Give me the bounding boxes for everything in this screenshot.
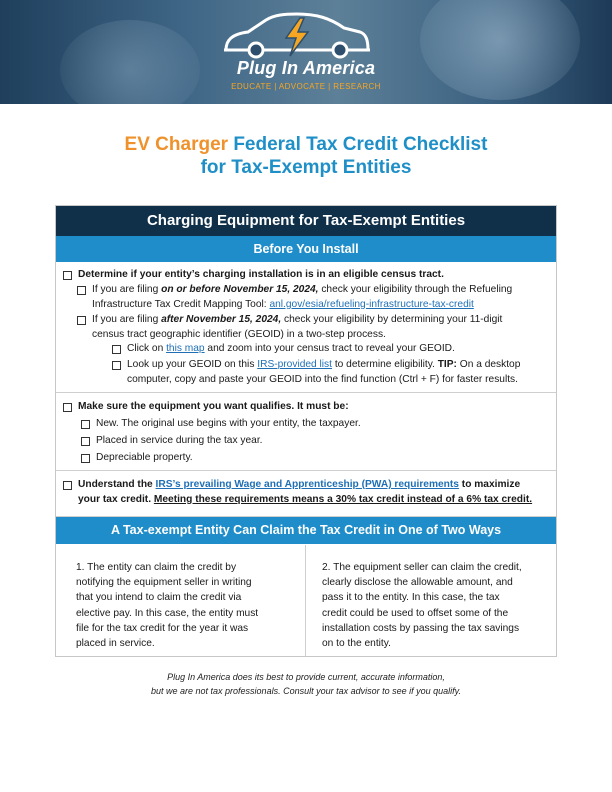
way-1-text: 1. The entity can claim the credit by [76,562,237,573]
way-1 [56,545,306,656]
filing-after-text: If you are filing [92,314,162,325]
way-1-text: notifying the equipment seller in writing [76,577,252,589]
way-2-text: credit could be used to offset some of the [322,607,509,619]
way-1-text: placed in service. [76,638,155,650]
filing-before-text: check your eligibility through the Refueling [318,284,513,295]
census-tract-section [56,262,556,393]
filing-before-text: Infrastructure Tax Credit Mapping Tool: [92,298,270,310]
checkbox[interactable] [63,271,72,280]
filing-after-text: census tract geographic identifier (GEOID) in a two-step process. [92,328,386,340]
pwa-item [78,478,553,507]
equipment-item-new: New. The original use begins with your entity, the taxpayer. [96,418,361,429]
way-2-text: on to the entity. [322,638,391,650]
way-2 [306,545,556,656]
disclaimer [0,670,612,698]
checkbox[interactable] [81,454,90,463]
checkbox[interactable] [77,316,86,325]
checkbox[interactable] [63,481,72,490]
way-2-text: 2. The equipment seller can claim the credit, [322,562,522,573]
checklist-table [55,205,557,657]
ways-columns [56,545,556,656]
filing-before-text: If you are filing [92,284,162,295]
anl-mapping-tool-link[interactable]: anl.gov/esia/refueling-infrastructure-tax-credit [269,298,474,310]
pwa-text: to maximize [458,479,521,490]
equipment-main [78,400,349,415]
filing-after-text: check your eligibility by determining your 11-digit [281,314,503,325]
checkbox[interactable] [81,437,90,446]
checkbox[interactable] [112,345,121,354]
checkbox[interactable] [63,403,72,412]
filing-after-item [92,313,552,342]
step-text: computer, copy and paste your GEOID into the find function (Ctrl + F) for faster results. [127,373,518,385]
pwa-requirements-link[interactable]: IRS’s prevailing Wage and Apprenticeship (PWA) requirements [155,479,459,490]
disclaimer-line: Plug In America does its best to provide current, accurate information, [167,672,445,682]
way-1-text: file for the tax credit for the year it was [76,622,249,634]
filing-before-date: on or before November 15, 2024, [161,284,319,295]
brand-tagline: EDUCATE | ADVOCATE | RESEARCH [231,82,381,91]
table-heading: Charging Equipment for Tax-Exempt Entities [56,206,556,236]
ways-heading: A Tax-exempt Entity Can Claim the Tax Credit in One of Two Ways [56,517,556,544]
equipment-item-depreciable: Depreciable property. [96,452,193,463]
pwa-credit-note: Meeting these requirements means a 30% tax credit instead of a 6% tax credit. [153,493,533,505]
step-text: On a desktop [456,359,521,370]
disclaimer-line: but we are not tax professionals. Consult your tax advisor to see if you qualify. [151,686,461,696]
step-lookup-geoid [127,358,552,387]
header-banner [0,0,612,104]
page-title [0,133,612,179]
equipment-item-placed: Placed in service during the tax year. [96,435,263,446]
step-text: to determine eligibility. [332,359,438,370]
census-tract-main [78,268,444,283]
way-1-text: that you intend to claim the credit via [76,592,242,604]
step-text: Click on [127,343,167,354]
step-text: and zoom into your census tract to reveal your GEOID. [204,343,455,354]
pwa-section [56,471,556,517]
checkbox[interactable] [77,286,86,295]
checkbox[interactable] [112,361,121,370]
step-text: Look up your GEOID on this [127,359,258,370]
filing-before-item [92,283,552,312]
car-logo-icon [222,10,372,60]
equipment-section [56,393,556,471]
before-install-heading: Before You Install [56,236,556,262]
census-tract-main-text: Determine if your entity’s charging installation is in an eligible census tract. [78,269,444,280]
way-2-text: clearly disclose the allowable amount, and [322,577,513,589]
step-click-map [127,342,552,357]
way-1-text: elective pay. In this case, the entity must [76,607,259,619]
brand-name: Plug In America [236,58,376,78]
filing-after-date: after November 15, 2024, [161,314,282,325]
tip-label: TIP: [437,359,457,370]
title-subline: for Tax-Exempt Entities [200,157,412,178]
this-map-link[interactable]: this map [166,343,205,354]
pwa-text: your tax credit. [78,493,154,505]
equipment-main-text: Make sure the equipment you want qualifies. It must be: [78,401,349,412]
title-checklist: Federal Tax Credit Checklist [233,134,488,155]
checkbox[interactable] [81,420,90,429]
irs-list-link[interactable]: IRS-provided list [257,359,332,370]
way-2-text: installation costs by passing the tax savings [322,622,520,634]
pwa-text: Understand the [78,479,156,490]
title-ev-charger: EV Charger [124,134,229,155]
way-2-text: pass it to the entity. In this case, the tax [322,592,500,604]
